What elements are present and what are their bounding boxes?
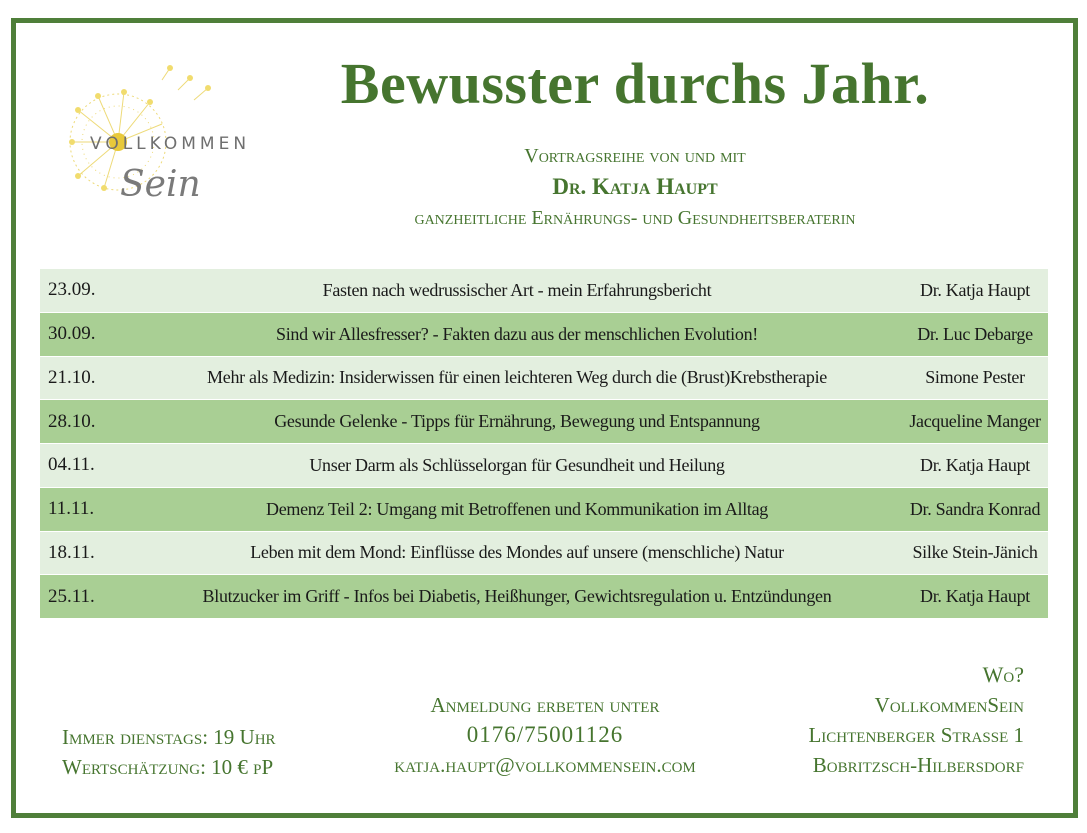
row-date: 04.11. <box>48 454 95 476</box>
footer-location <box>808 660 1024 780</box>
table-row <box>40 444 1048 488</box>
footer-time: Immer dienstags: 19 Uhr <box>62 725 276 749</box>
row-speaker: Dr. Luc Debarge <box>917 323 1033 344</box>
row-speaker: Silke Stein-Jänich <box>912 542 1038 563</box>
subtitle-role: ganzheitliche Ernährungs- und Gesundheitsberaterin <box>414 207 856 229</box>
row-speaker: Dr. Sandra Konrad <box>909 498 1041 519</box>
registration-label: Anmeldung erbeten unter <box>430 693 660 717</box>
footer-registration <box>355 690 735 780</box>
page-title: Bewusster durchs Jahr. <box>340 51 930 116</box>
table-row <box>40 488 1048 532</box>
row-speaker: Dr. Katja Haupt <box>920 454 1030 475</box>
logo-wordmark-top: VOLLKOMMEN <box>90 134 251 154</box>
location-town: Bobritzsch-Hilbersdorf <box>812 753 1024 777</box>
table-row <box>40 400 1048 444</box>
table-row <box>40 575 1048 619</box>
location-name: VollkommenSein <box>874 693 1024 717</box>
row-speaker: Simone Pester <box>925 367 1025 388</box>
location-heading: Wo? <box>982 662 1024 687</box>
row-speaker: Dr. Katja Haupt <box>920 586 1030 607</box>
row-topic: Mehr als Medizin: Insiderwissen für einen leichteren Weg durch die (Brust)Krebstherapie <box>207 367 827 388</box>
table-row <box>40 313 1048 357</box>
row-topic: Blutzucker im Griff - Infos bei Diabetis, Heißhunger, Gewichtsregulation u. Entzündungen <box>202 586 832 607</box>
row-date: 30.09. <box>48 323 96 345</box>
schedule-table <box>40 269 1048 619</box>
table-row <box>40 532 1048 576</box>
row-date: 18.11. <box>48 541 95 563</box>
row-topic: Gesunde Gelenke - Tipps für Ernährung, Bewegung und Entspannung <box>274 411 760 432</box>
row-topic: Leben mit dem Mond: Einflüsse des Mondes auf unsere (menschliche) Natur <box>250 542 784 563</box>
row-date: 25.11. <box>48 585 95 607</box>
footer-time-price <box>62 722 276 782</box>
row-topic: Unser Darm als Schlüsselorgan für Gesundheit und Heilung <box>309 454 725 475</box>
table-row <box>40 357 1048 401</box>
row-date: 11.11. <box>48 498 95 520</box>
row-speaker: Dr. Katja Haupt <box>920 279 1030 300</box>
row-topic: Sind wir Allesfresser? - Fakten dazu aus der menschlichen Evolution! <box>276 323 758 344</box>
logo-wordmark-bottom: Sein <box>120 164 201 205</box>
registration-phone[interactable]: 0176/75001126 <box>466 722 624 747</box>
row-topic: Demenz Teil 2: Umgang mit Betroffenen und Kommunikation im Alltag <box>266 498 768 519</box>
subtitle-host: Dr. Katja Haupt <box>552 174 718 199</box>
row-date: 21.10. <box>48 366 96 388</box>
row-topic: Fasten nach wedrussischer Art - mein Erfahrungsbericht <box>322 279 712 300</box>
location-street: Lichtenberger Strasse 1 <box>808 723 1024 747</box>
registration-email[interactable]: katja.haupt@vollkommensein.com <box>394 753 696 777</box>
logo <box>58 60 288 220</box>
footer-price: Wertschätzung: 10 € pP <box>62 755 274 779</box>
row-speaker: Jacqueline Manger <box>909 411 1041 432</box>
subtitle-block <box>320 140 950 234</box>
subtitle-series: Vortragsreihe von und mit <box>524 145 746 167</box>
row-date: 28.10. <box>48 410 96 432</box>
row-date: 23.09. <box>48 279 96 301</box>
table-row <box>40 269 1048 313</box>
